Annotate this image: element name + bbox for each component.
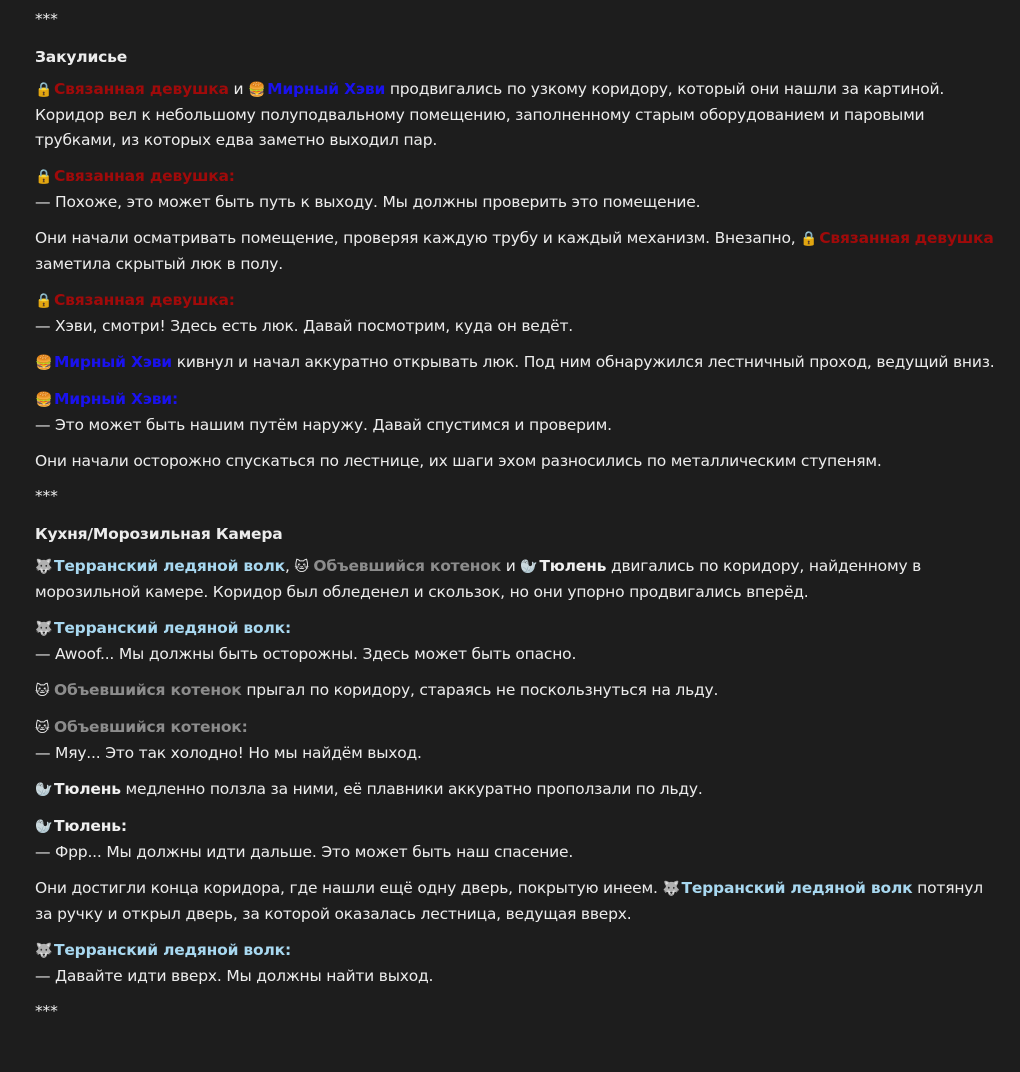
dialogue-block xyxy=(35,814,1000,865)
dialogue-line: — Похоже, это может быть путь к выходу. Мы должны проверить это помещение. xyxy=(35,193,701,211)
wolf-icon: 🐺 xyxy=(35,943,53,959)
dialogue-block xyxy=(35,387,1000,438)
character-name-seal: Тюлень xyxy=(539,557,607,575)
character-name-ice-wolf: Терранский ледяной волк xyxy=(681,879,913,897)
burger-icon: 🍔 xyxy=(35,355,53,371)
separator: *** xyxy=(35,487,58,505)
lock-icon: 🔒 xyxy=(35,293,53,309)
text: продвигались по узкому коридору, который они нашли за картиной. Коридор вел к небольшому полуподвальному помещению, заполненному старым оборудованием и паровыми трубками, из которых едва заметно выходил пар. xyxy=(35,80,945,149)
text: кивнул и начал аккуратно открывать люк. Под ним обнаружился лестничный проход, ведущий вниз. xyxy=(171,353,995,371)
character-name-peaceful-havi: Мирный Хэви xyxy=(54,353,172,371)
wolf-icon: 🐺 xyxy=(35,621,53,637)
lock-icon: 🔒 xyxy=(35,169,53,185)
section-heading-backstage: Закулисье xyxy=(35,48,128,66)
dialogue-line: — Awoof... Мы должны быть осторожны. Здесь может быть опасно. xyxy=(35,645,577,663)
dialogue-block xyxy=(35,164,1000,215)
paragraph xyxy=(35,678,1000,704)
paragraph xyxy=(35,350,1000,376)
story-document xyxy=(35,8,1000,1038)
text: Они достигли конца коридора, где нашли ещё одну дверь, покрытую инеем. xyxy=(35,879,663,897)
paragraph xyxy=(35,554,1000,605)
speaker-bound-girl: Связанная девушка: xyxy=(54,167,235,185)
character-name-seal: Тюлень xyxy=(54,780,121,798)
speaker-ice-wolf: Терранский ледяной волк: xyxy=(54,619,291,637)
text: и xyxy=(501,557,521,575)
character-name-bound-girl-cont: девушка xyxy=(914,229,994,247)
character-name-ice-wolf: Терранский ледяной волк xyxy=(54,557,285,575)
burger-icon: 🍔 xyxy=(248,82,266,98)
character-name-kitten: Объевшийся котенок xyxy=(54,681,242,699)
paragraph xyxy=(35,876,1000,927)
text: медленно ползла за ними, её плавники аккуратно проползали по льду. xyxy=(120,780,703,798)
speaker-bound-girl: Связанная девушка: xyxy=(54,291,235,309)
paragraph xyxy=(35,777,1000,803)
dialogue-block xyxy=(35,938,1000,989)
dialogue-line: — Давайте идти вверх. Мы должны найти выход. xyxy=(35,967,434,985)
dialogue-line: — Это может быть нашим путём наружу. Давай спустимся и проверим. xyxy=(35,416,612,434)
speaker-peaceful-havi: Мирный Хэви: xyxy=(54,390,178,408)
dialogue-block xyxy=(35,616,1000,667)
separator: *** xyxy=(35,1002,58,1020)
text: потянул за ручку и открыл дверь, за которой оказалась лестница, ведущая вверх. xyxy=(35,879,983,923)
speaker-seal: Тюлень: xyxy=(54,817,127,835)
dialogue-line: — Хэви, смотри! Здесь есть люк. Давай посмотрим, куда он ведёт. xyxy=(35,317,574,335)
speaker-kitten: Объевшийся котенок: xyxy=(54,718,248,736)
dialogue-block xyxy=(35,715,1000,766)
speaker-ice-wolf: Терранский ледяной волк: xyxy=(54,941,291,959)
character-name-peaceful-havi: Мирный Хэви xyxy=(267,80,386,98)
text: двигались по коридору, найденному в морозильной камере. Коридор был обледенел и скользок, но они упорно продвигались вперёд. xyxy=(35,557,922,601)
character-name-kitten: Объевшийся котенок xyxy=(313,557,502,575)
wolf-icon: 🐺 xyxy=(35,559,53,575)
dialogue-line: — Мяу... Это так холодно! Но мы найдём выход. xyxy=(35,744,422,762)
dialogue-line: — Фрр... Мы должны идти дальше. Это может быть наш спасение. xyxy=(35,843,574,861)
character-name-bound-girl: Связанная девушка xyxy=(54,80,229,98)
dialogue-block xyxy=(35,288,1000,339)
cat-icon: 🐱 xyxy=(35,683,50,699)
lock-icon: 🔒 xyxy=(800,231,818,247)
paragraph xyxy=(35,77,1000,153)
text: заметила скрытый люк в полу. xyxy=(35,255,283,273)
seal-icon: 🦭 xyxy=(520,559,538,575)
lock-icon: 🔒 xyxy=(35,82,53,98)
character-name-bound-girl: Связанная xyxy=(819,229,910,247)
section-heading-kitchen-freezer: Кухня/Морозильная Камера xyxy=(35,525,283,543)
text: Они начали осматривать помещение, проверяя каждую трубу и каждый механизм. Внезапно, xyxy=(35,229,801,247)
separator: *** xyxy=(35,10,58,28)
paragraph: Они начали осторожно спускаться по лестнице, их шаги эхом разносились по металлическим ступеням. xyxy=(35,452,882,470)
burger-icon: 🍔 xyxy=(35,392,53,408)
cat-icon: 🐱 xyxy=(294,559,309,575)
seal-icon: 🦭 xyxy=(35,782,53,798)
text: прыгал по коридору, стараясь не поскользнуться на льду. xyxy=(241,681,719,699)
cat-icon: 🐱 xyxy=(35,720,50,736)
wolf-icon: 🐺 xyxy=(662,881,680,897)
text: , xyxy=(284,557,295,575)
seal-icon: 🦭 xyxy=(35,819,53,835)
paragraph xyxy=(35,226,1000,277)
text: и xyxy=(228,80,249,98)
